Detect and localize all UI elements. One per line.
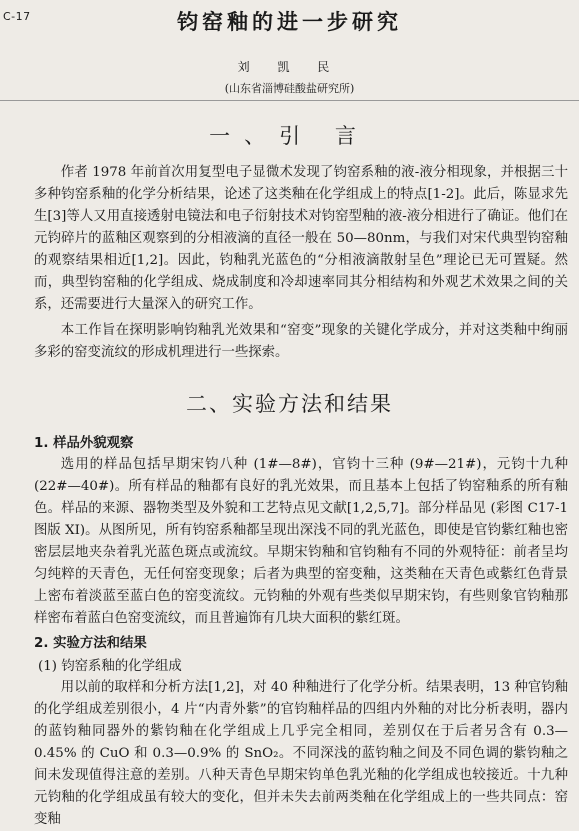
intro-paragraph-2: 本工作旨在探明影响钧釉乳光效果和“窑变”现象的关键化学成分，并对这类釉中绚丽多彩的窑变流纹的形成机理进行一些探索。: [34, 323, 568, 360]
sample-observation-paragraph: 选用的样品包括早期宋钧八种 (1#—8#)，官钧十三种 (9#—21#)，元钧十九种 (22#—40#)。所有样品的釉都有良好的乳光效果，而且基本上包括了钧窑釉系的所有釉色。样品的来源、器物类型及外貌和工艺特点见文献[1,2,5,7]。部分样品见 (彩图 C17-1 图版 XI)。从图所见，所有钧窑系釉都呈现出深浅不同的乳光蓝色，即使是官钧紫红釉也密密层层地夹杂着乳光蓝色斑点或流纹。早期宋钧釉和官钧釉有不同的外观特征：前者呈均匀纯粹的天青色，无任何窑变现象；后者为典型的窑变釉，这类釉在天青色或紫红色背景上密布着淡蓝至蓝白色的窑变流纹。元钧釉的外观有些类似早期宋钧，有些则象官钧釉那样密布着蓝白色窑变流纹，而且普遍饰有几块大面积的紫红斑。: [34, 457, 568, 626]
section-heading-methods: 二、实验方法和结果: [186, 392, 393, 416]
subsection-heading-1: 1. 样品外貌观察: [34, 436, 134, 451]
intro-paragraph-1: 作者 1978 年前首次用复型电子显微术发现了钧窑系釉的液-液分相现象，并根据三十多种钧窑系釉的化学分析结果，论述了这类釉在化学组成上的特点[1-2]。此后，陈显求先生[3]等人又用直接透射电镜法和电子衍射技术对钧窑型釉的液-液分相进行了确证。他们在元钧碎片的蓝釉区观察到的分相液滴的直径一般在 50—80nm，与我们对宋代典型钧窑釉的观察结果相近[1,2]。因此，钧釉乳光蓝色的“分相液滴散射呈色”理论已无可置疑。然而，典型钧窑釉的化学组成、烧成制度和冷却速率同其分相结构和外观艺术效果之间的关系，还需要进行大量深入的研究工作。: [34, 165, 568, 312]
subsection-heading-2: 2. 实验方法和结果: [34, 636, 147, 651]
page-code: C-17: [3, 10, 31, 23]
section-heading-intro: 一、引 言: [209, 124, 370, 148]
chemical-composition-paragraph: 用以前的取样和分析方法[1,2]，对 40 种釉进行了化学分析。结果表明，13 种官钧釉的化学组成差别很小，4 片“内青外紫”的官钧釉样品的四组内外釉的对比分析表明，器内的蓝钧釉同器外的紫钧釉在化学组成上几乎完全相同，差别仅在于后者另含有 0.3—0.45% 的 CuO 和 0.3—0.9% 的 SnO₂。不同深浅的蓝钧釉之间及不同色调的紫钧釉之间未发现值得注意的差别。八种天青色早期宋钧单色乳光釉的化学组成也较接近。十九种元钧釉的化学组成虽有较大的变化，但并未失去前两类釉在化学组成上的一些共同点：窑变釉: [34, 680, 568, 827]
paper-title: 钧窑釉的进一步研究: [177, 10, 402, 34]
author: 刘 凯 民: [237, 60, 342, 74]
subsection-heading-2-1: (1) 钧窑系釉的化学组成: [38, 659, 182, 674]
affiliation: (山东省淄博硅酸盐研究所): [224, 82, 355, 95]
header-divider: [0, 100, 579, 101]
